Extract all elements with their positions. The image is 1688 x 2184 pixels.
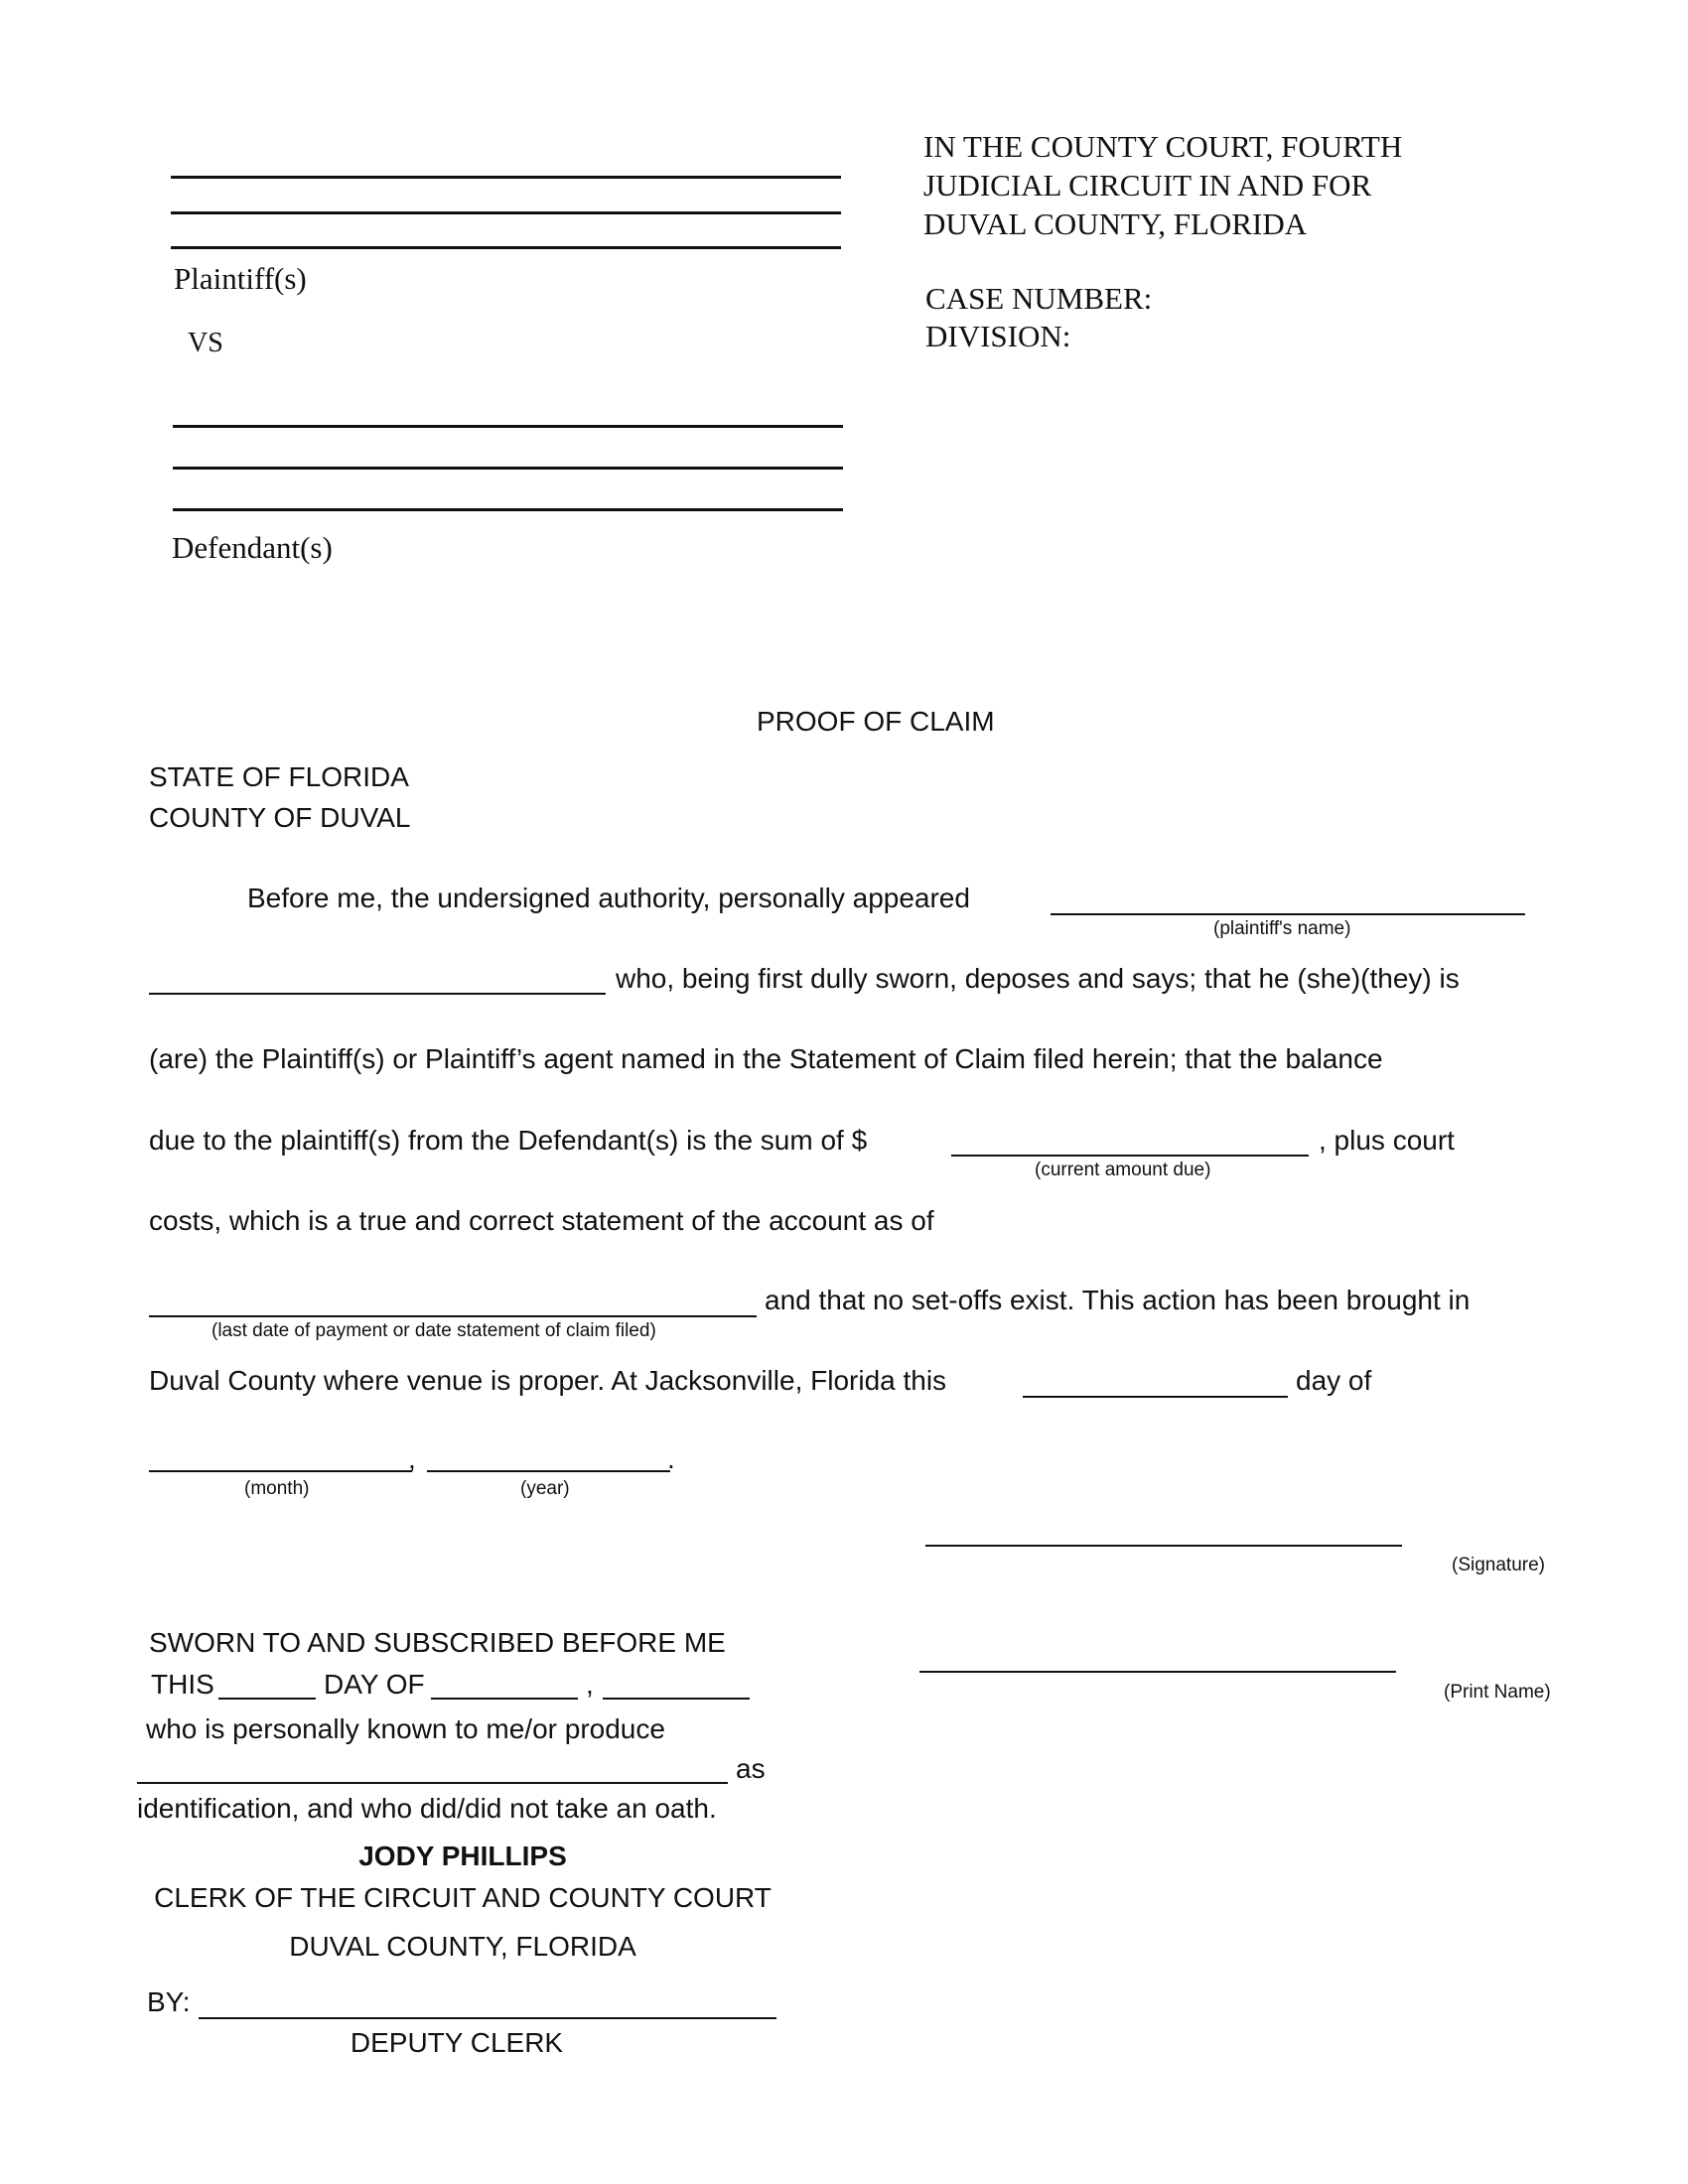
- jurat-year-blank[interactable]: [603, 1698, 750, 1700]
- venue-county: COUNTY OF DUVAL: [149, 802, 411, 833]
- defendant-name-line-3[interactable]: [173, 508, 843, 511]
- plaintiff-name-caption: (plaintiff's name): [1213, 918, 1351, 939]
- court-line-3: DUVAL COUNTY, FLORIDA: [923, 206, 1308, 241]
- signature-line[interactable]: [925, 1545, 1402, 1547]
- body-line-4-start: due to the plaintiff(s) from the Defendant(s) is the sum of $: [149, 1125, 868, 1156]
- jurat-as-label: as: [736, 1753, 766, 1784]
- month-comma: ,: [408, 1443, 416, 1474]
- day-blank[interactable]: [1023, 1396, 1288, 1398]
- jurat-this-label: THIS: [151, 1669, 214, 1700]
- defendant-name-line-1[interactable]: [173, 425, 843, 428]
- case-number-label: CASE NUMBER:: [925, 281, 1153, 316]
- jurat-day-blank[interactable]: [218, 1698, 316, 1700]
- plaintiff-name-blank[interactable]: [1051, 913, 1525, 915]
- body-line-1: Before me, the undersigned authority, personally appeared: [247, 883, 970, 913]
- jurat-day-of-label: DAY OF: [324, 1669, 425, 1700]
- court-line-1: IN THE COUNTY COURT, FOURTH: [923, 129, 1403, 164]
- account-date-caption: (last date of payment or date statement of claim filed): [211, 1320, 656, 1341]
- year-caption: (year): [520, 1478, 570, 1499]
- body-line-3: (are) the Plaintiff(s) or Plaintiff’s agent named in the Statement of Claim filed herein; that the balance: [149, 1043, 1383, 1074]
- month-caption: (month): [244, 1478, 310, 1499]
- clerk-name: JODY PHILLIPS: [358, 1841, 567, 1871]
- deputy-clerk-label: DEPUTY CLERK: [350, 2027, 564, 2058]
- plaintiff-name-line-1[interactable]: [171, 176, 841, 179]
- vs-label: VS: [188, 328, 223, 358]
- month-blank[interactable]: [149, 1470, 412, 1472]
- amount-due-blank[interactable]: [951, 1155, 1309, 1157]
- plaintiff-name-line-2[interactable]: [171, 211, 841, 214]
- body-line-4-end: , plus court: [1319, 1125, 1455, 1156]
- body-line-7-end: day of: [1296, 1365, 1372, 1396]
- deputy-clerk-signature-line[interactable]: [199, 2017, 776, 2019]
- division-label: DIVISION:: [925, 319, 1071, 353]
- body-line-5: costs, which is a true and correct statement of the account as of: [149, 1205, 934, 1236]
- amount-caption: (current amount due): [1035, 1160, 1211, 1180]
- plaintiff-name-continued-blank[interactable]: [149, 993, 606, 995]
- by-label: BY:: [147, 1986, 191, 2017]
- defendant-name-line-2[interactable]: [173, 467, 843, 470]
- jurat-month-blank[interactable]: [431, 1698, 578, 1700]
- print-name-caption: (Print Name): [1444, 1682, 1551, 1703]
- jurat-line-3: who is personally known to me/or produce: [146, 1713, 665, 1744]
- jurat-comma: ,: [586, 1669, 594, 1700]
- clerk-county: DUVAL COUNTY, FLORIDA: [289, 1931, 636, 1962]
- jurat-line-1: SWORN TO AND SUBSCRIBED BEFORE ME: [149, 1627, 726, 1658]
- venue-state: STATE OF FLORIDA: [149, 761, 409, 792]
- plaintiff-name-line-3[interactable]: [171, 246, 841, 249]
- identification-blank[interactable]: [137, 1782, 728, 1784]
- signature-caption: (Signature): [1452, 1555, 1545, 1575]
- court-line-2: JUDICIAL CIRCUIT IN AND FOR: [923, 168, 1372, 203]
- body-line-6: and that no set-offs exist. This action has been brought in: [765, 1285, 1471, 1315]
- year-blank[interactable]: [427, 1470, 670, 1472]
- body-line-2: who, being first dully sworn, deposes and says; that he (she)(they) is: [616, 963, 1460, 994]
- defendant-label: Defendant(s): [172, 530, 333, 565]
- account-date-blank[interactable]: [149, 1315, 757, 1317]
- year-period: .: [667, 1443, 675, 1474]
- document-title: PROOF OF CLAIM: [757, 706, 995, 737]
- print-name-line[interactable]: [919, 1671, 1396, 1673]
- jurat-line-5: identification, and who did/did not take an oath.: [137, 1793, 717, 1824]
- clerk-title: CLERK OF THE CIRCUIT AND COUNTY COURT: [154, 1882, 772, 1913]
- body-line-7-start: Duval County where venue is proper. At Jacksonville, Florida this: [149, 1365, 947, 1396]
- plaintiff-label: Plaintiff(s): [174, 261, 307, 296]
